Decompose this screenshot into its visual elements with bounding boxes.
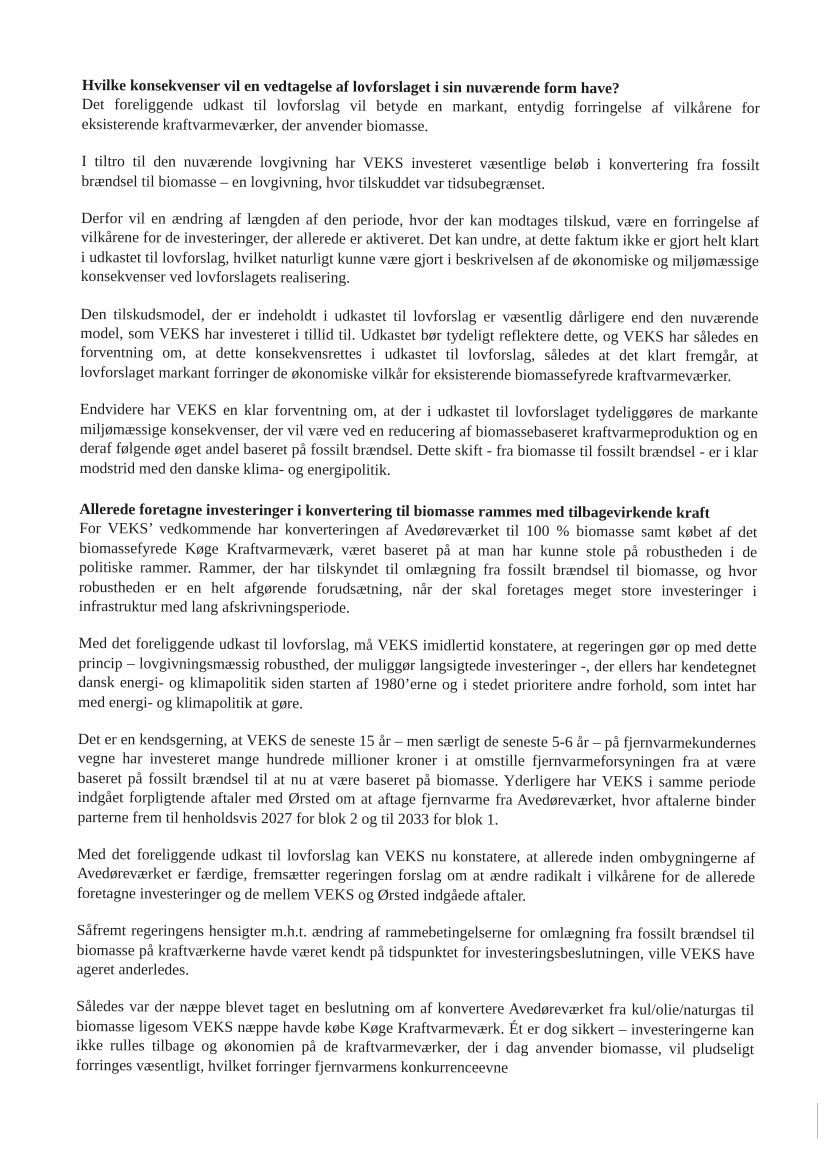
section-retroactive-investments <box>76 500 758 1079</box>
scan-edge-mark <box>817 1103 818 1139</box>
paragraph: Såfremt regeringens hensigter m.h.t. ændring af rammebetingelserne for omlægning fra fossilt brændsel til biomasse på kraftværkerne havde været kendt på tidspunktet for investeringsbeslutningen, ville VEKS have ageret anderledes. <box>76 922 755 979</box>
section-consequences <box>80 76 760 482</box>
paragraph: Endvidere har VEKS en klar forventning om, at der i udkastet til lovforslaget tydeliggøres de markante miljømæssige konsekvenser, der vil være ved en reducering af biomassebaseret kraftvarmeproduktion og en deraf følgende øget andel baseret på fossilt brændsel. Dette skift - fra biomasse til fossilt brændsel - er i klar modstrid med den danske klima- og energipolitik. <box>79 401 759 479</box>
paragraph: Det foreliggende udkast til lovforslag vil betyde en markant, entydig forringelse af vilkårene for eksisterende kraftvarmeværker, der anvender biomasse. <box>81 96 760 135</box>
document-page <box>76 76 760 1097</box>
section-heading: Allerede foretagne investeringer i konvertering til biomasse rammes med tilbagevirkende kraft <box>79 500 710 522</box>
paragraph: I tiltro til den nuværende lovgivning har VEKS investeret væsentlige beløb i konvertering fra fossilt brændsel til biomasse – en lovgivning, hvor tilskuddet var tidsubegrænset. <box>81 153 760 193</box>
section-heading: Hvilke konsekvenser vil en vedtagelse af lovforslaget i sin nuværende form have? <box>81 76 620 98</box>
paragraph: Med det foreliggende udkast til lovforslag kan VEKS nu konstatere, at allerede inden ombygningerne af Avedøreværket er færdige, fremsætter regeringen forslag om at ændre radikalt i vilkårene for de allerede foretagne investeringer og de mellem VEKS og Ørsted indgåede aftaler. <box>76 845 756 905</box>
paragraph: Således var der næppe blevet taget en beslutning om af konvertere Avedøreværket fra kul/olie/naturgas til biomasse ligesom VEKS næppe havde købe Køge Kraftvarmeværk. Ét er dog sikkert – investeringerne kan ikke rulles tilbage og økonomien på de kraftvarmeværker, der i dag anvender biomasse, vil pludseligt forringes væsentligt, hvilket forringer fjernvarmens konkurrenceevne <box>75 998 755 1077</box>
paragraph: For VEKS’ vedkommende har konverteringen af Avedøreværket til 100 % biomasse samt købet af det biomassefyrede Køge Kraftvarmeværk, været baseret på at man har kunne stole på robustheden i de politiske rammer. Rammer, der har tilskyndet til omlægning fra fossilt brændsel til biomasse, og hvor robustheden er en helt afgørende forudsætning, når der skal foretages meget store investeringer i infrastruktur med lang afskrivningsperiode. <box>78 520 758 617</box>
paragraph: Det er en kendsgerning, at VEKS de seneste 15 år – men særligt de seneste 5-6 år – på fjernvarmekundernes vegne har investeret mange hundrede millioner kroner i at omstille fjernvarmeforsyningen fra at være baseret på fossilt brændsel til at nu at være baseret på biomasse. Yderligere har VEKS i samme periode indgået forpligtende aftaler med Ørsted om at aftage fjernvarme fra Avedøreværket, hvor aftalerne binder parterne frem til henholdsvis 2027 for blok 2 og til 2033 for blok 1. <box>77 730 756 829</box>
paragraph: Derfor vil en ændring af længden af den periode, hvor der kan modtages tilskud, være en forringelse af vilkårene for de investeringer, der allerede er aktiveret. Det kan undre, at dette faktum ikke er gjort helt klart i udkastet til lovforslag, hvilket naturligt kunne være gjort i beskrivelsen af de økonomiske og miljømæssige konsekvenser ved lovforslagets realisering. <box>80 210 760 287</box>
paragraph: Den tilskudsmodel, der er indeholdt i udkastet til lovforslag er væsentlig dårligere end den nuværende model, som VEKS har investeret i tillid til. Udkastet bør tydeligt reflektere dette, og VEKS har således en forventning om, at dette konsekvensrettes i udkastet til lovforslag, således at det klart fremgår, at lovforslaget markant forringer de økonomiske vilkår for eksisterende biomassefyrede kraftvarmeværker. <box>80 305 759 385</box>
paragraph: Med det foreliggende udkast til lovforslag, må VEKS imidlertid konstatere, at regeringen gør op med dette princip – lovgivningsmæssig robusthed, der muliggør langsigtede investeringer -, der ellers har kendetegnet dansk energi- og klimapolitik siden starten af 1980’erne og i stedet prioritere andre forhold, som intet har med energi- og klimapolitik at gøre. <box>78 635 757 712</box>
